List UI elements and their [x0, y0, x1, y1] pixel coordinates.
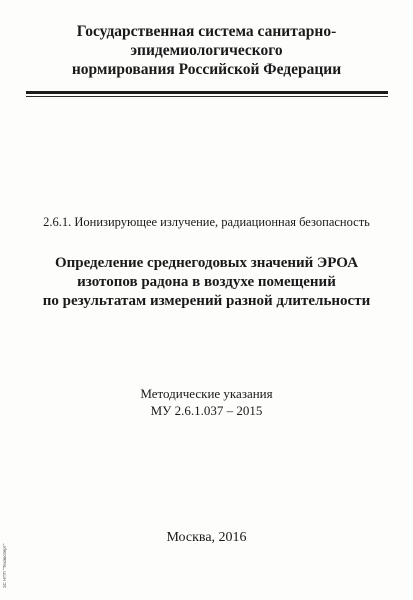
header-line-3: нормирования Российской Федерации	[71, 61, 342, 78]
document-kind: Методические указания	[140, 386, 273, 401]
header-line-2: эпидемиологического	[130, 42, 283, 59]
title-line-2: изотопов радона в воздухе помещений	[77, 274, 336, 290]
document-type-block	[20, 385, 393, 419]
header-divider-thin	[26, 96, 388, 97]
header-line-1: Государственная система санитарно-	[76, 23, 337, 40]
document-title	[14, 254, 399, 311]
document-number: МУ 2.6.1.037 – 2015	[150, 403, 263, 418]
header-divider-thick	[26, 91, 388, 94]
title-line-3: по результатам измерений разной длительности	[42, 293, 371, 309]
section-heading: 2.6.1. Ионизирующее излучение, радиационная безопасность	[43, 215, 370, 229]
title-line-1: Определение среднегодовых значений ЭРОА	[54, 255, 359, 271]
place-and-year: Москва, 2016	[166, 530, 247, 545]
issuing-system-header	[20, 22, 393, 79]
publisher-watermark: ЗС НПП "Техэксперт"	[2, 543, 7, 588]
